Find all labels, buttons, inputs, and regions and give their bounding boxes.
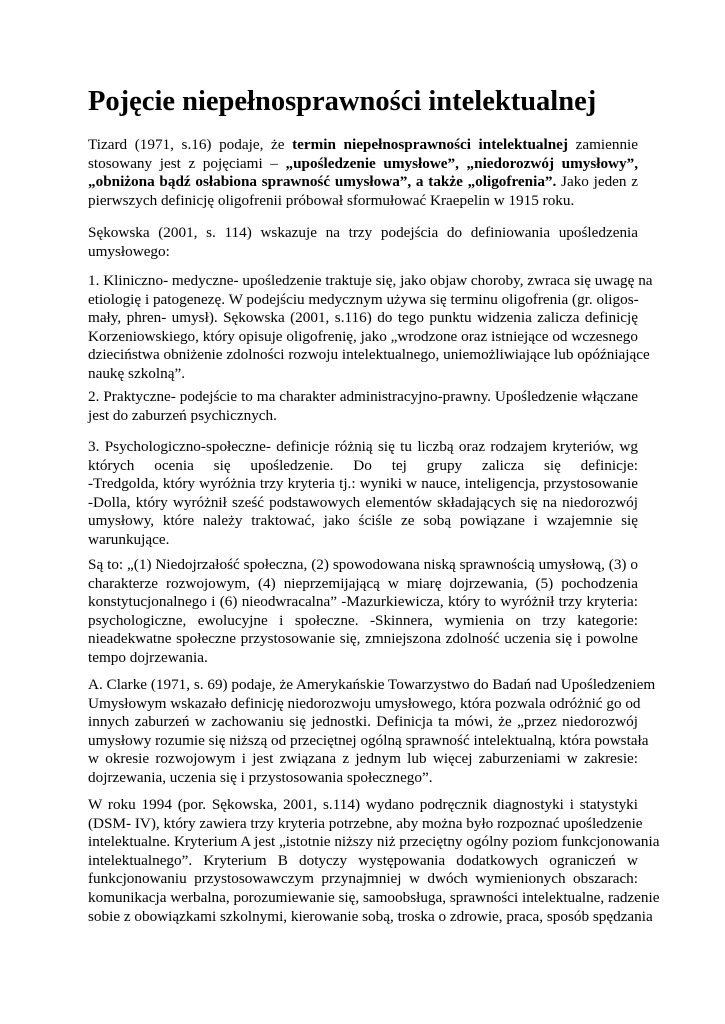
bold-term: termin niepełnosprawności intelektualnej: [292, 136, 568, 153]
text-run: Jako jeden z: [556, 173, 638, 191]
paragraph-line: umysłowy, które należy traktować, jako ściśle ze sobą powiązane i wzajemnie się: [88, 512, 638, 530]
page-title: Pojęcie niepełnosprawności intelektualnej: [88, 86, 597, 117]
paragraph-line: mały, phren- umysł). Sękowska (2001, s.116) do tego punktu widzenia zalicza definicję: [88, 309, 638, 327]
text-run: stosowany jest z pojęciami –: [88, 154, 286, 172]
paragraph-line: charakterze rozwojowym, (4) nieprzemijającą w miarę dojrzewania, (5) pochodzenia: [88, 574, 638, 592]
paragraph-psychosocial: [88, 438, 638, 550]
paragraph-line: 1. Kliniczno- medyczne- upośledzenie traktuje się, jako objaw choroby, zwraca się uwagę na: [88, 272, 653, 289]
paragraph-line: A. Clarke (1971, s. 69) podaje, że Amerykańskie Towarzystwo do Badań nad Upośledzeniem: [88, 676, 656, 693]
paragraph-line: W roku 1994 (por. Sękowska, 2001, s.114) wydano podręcznik diagnostyki i statystyki: [88, 796, 638, 813]
paragraph-line: warunkujące.: [88, 530, 170, 548]
paragraph-line: etiologię i patogenezę. W podejściu medycznym używa się terminu oligofrenia (gr. oligos-: [88, 290, 639, 308]
text-run: pierwszych definicję oligofrenii próbował sformułować Kraepelin w 1915 roku.: [88, 191, 575, 209]
paragraph-line: w okresie rozwojowym i jest związana z jednym lub więcej zaburzeniami w zakresie:: [88, 750, 638, 768]
paragraph-line: Sękowska (2001, s. 114) wskazuje na trzy podejścia do definiowania upośledzenia: [88, 224, 638, 241]
paragraph-line: 3. Psychologiczno-społeczne- definicje różnią się tu liczbą oraz rodzajem kryteriów, wg: [88, 438, 638, 455]
paragraph-line: -Tredgolda, który wyróżnia trzy kryteria tj.: wyniki w nauce, inteligencja, przystosowanie: [88, 475, 638, 493]
paragraph-line: psychologiczne, ewolucyjne i społeczne. -Skinnera, wymienia on trzy kategorie:: [88, 611, 638, 629]
paragraph-line: intelektualne. Kryterium A jest „istotnie niższy niż przeciętny ogólny poziom funkcjonowania: [88, 833, 660, 851]
paragraph-line: naukę szkolną”.: [88, 364, 185, 382]
paragraph-line: Umysłowym wskazało definicję niedorozwoju umysłowego, która pozwala odróżnić go od: [88, 694, 641, 712]
text-run: zamiennie: [568, 136, 639, 153]
paragraph-line: nieadekwatne społeczne przystosowanie się, zmniejszona zdolność uczenia się i powolne: [88, 630, 638, 648]
paragraph-line: intelektualnego”. Kryterium B dotyczy występowania dodatkowych ograniczeń w: [88, 851, 638, 869]
paragraph-line: [88, 155, 638, 174]
paragraph-line: których ocenia się upośledzenie. Do tej grupy zalicza się definicje:: [88, 456, 638, 474]
paragraph-line: jest do zaburzeń psychicznych.: [88, 406, 277, 424]
paragraph-line: Korzeniowskiego, który opisuje oligofrenię, jako „wrodzone oraz istniejące od wczesnego: [88, 327, 638, 345]
paragraph-clinical: [88, 272, 653, 384]
paragraph-line: [88, 136, 638, 155]
text-run: Tizard (1971, s.16) podaje, że: [88, 136, 293, 153]
paragraph-line: [88, 173, 638, 192]
paragraph-criteria: [88, 556, 638, 668]
paragraph-line: innych zaburzeń w zachowaniu się jednostki. Definicja ta mówi, że „przez niedorozwój: [88, 713, 638, 731]
paragraph-line: (DSM- IV), który zawiera trzy kryteria potrzebne, aby można było rozpoznać upośledzenie: [88, 814, 643, 832]
bold-term: „obniżona bądź osłabiona sprawność umysłowa”, a także „oligofrenia”.: [88, 173, 557, 191]
paragraph-approaches: [88, 224, 638, 261]
paragraph-line: umysłowy rozumie się niższą od przeciętnej ogólną sprawność intelektualną, która powstała: [88, 731, 649, 749]
paragraph-line: funkcjonowaniu przystosowawczym przynajmniej w dwóch wymienionych obszarach:: [88, 870, 638, 888]
paragraph-line: Są to: „(1) Niedojrzałość społeczna, (2) spowodowana niską sprawnością umysłową, (3) o: [88, 556, 638, 573]
paragraph-line: -Dolla, który wyróżnił sześć podstawowych elementów składających się na niedorozwój: [88, 493, 638, 511]
paragraph-line: sobie z obowiązkami szkolnymi, kierowanie sobą, troska o zdrowie, praca, sposób spędzania: [88, 907, 653, 925]
paragraph-line: konstytucjonalnego i (6) nieodwracalna” -Mazurkiewicza, który to wyróżnił trzy kryteria:: [88, 593, 638, 611]
paragraph-line: umysłowego:: [88, 242, 170, 260]
paragraph-dsm: [88, 796, 660, 926]
paragraph-line: [88, 192, 638, 211]
paragraph-line: dzieciństwa obniżenie zdolności rozwoju intelektualnego, uniemożliwiające lub opóźniające: [88, 346, 650, 364]
paragraph-line: komunikacja werbalna, porozumiewanie się, samoobsługa, sprawności intelektualne, radzenie: [88, 888, 660, 906]
bold-term: „upośledzenie umysłowe”, „niedorozwój umysłowy”,: [285, 154, 638, 172]
paragraph-practical: [88, 388, 638, 425]
paragraph-line: 2. Praktyczne- podejście to ma charakter administracyjno-prawny. Upośledzenie włączane: [88, 388, 638, 405]
paragraph-line: tempo dojrzewania.: [88, 648, 208, 666]
paragraph-clarke: [88, 676, 656, 788]
paragraph-line: dojrzewania, uczenia się i przystosowania społecznego”.: [88, 768, 433, 786]
paragraph-intro: [88, 136, 638, 210]
